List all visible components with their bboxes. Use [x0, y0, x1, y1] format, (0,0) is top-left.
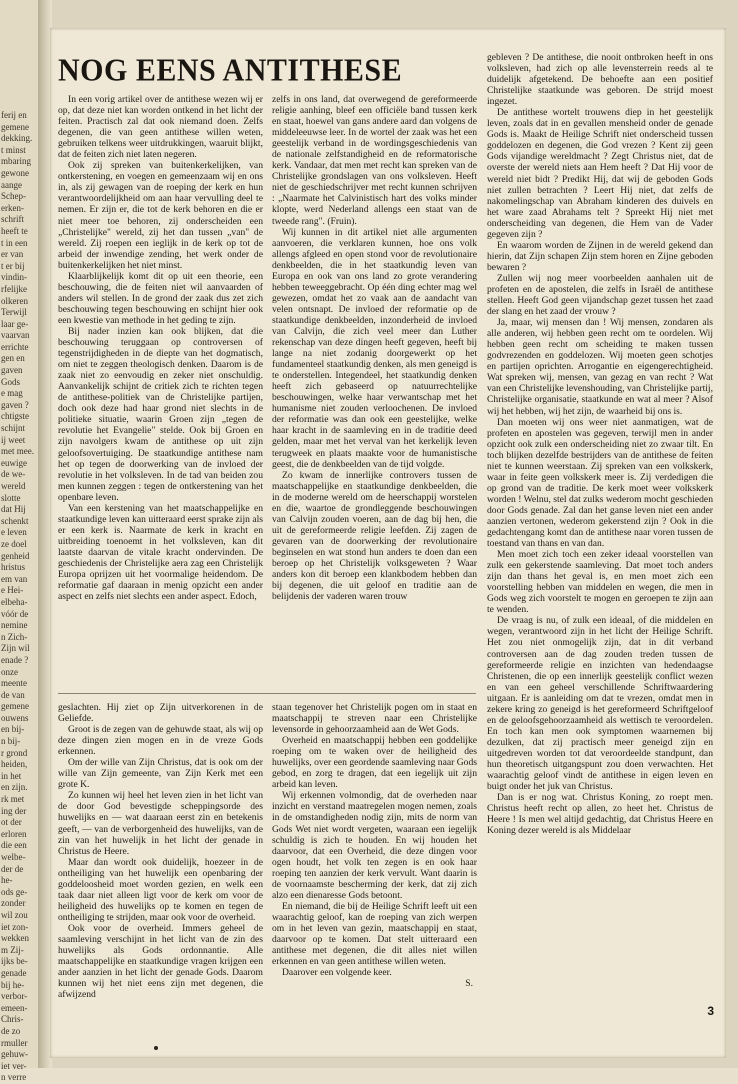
previous-page-line: ferij en [1, 110, 27, 120]
previous-page-line: heiden, [1, 759, 28, 770]
previous-page-line: r grond [1, 747, 28, 758]
previous-page-line: dat Hij [1, 504, 26, 515]
previous-page-line: ze doel [1, 538, 27, 549]
column-divider-rule [58, 693, 476, 694]
previous-page-line: de zo [1, 1025, 21, 1036]
previous-page-line: meente [1, 678, 27, 689]
paragraph: Daarover een volgende keer. [282, 967, 392, 979]
previous-page-line: Zijn wil [1, 643, 30, 654]
previous-page-line: genheid [1, 550, 30, 561]
paragraph: Wij kunnen in dit artikel niet alle argumenten aanvoeren, die verklaren kunnen, hoe ons volk allengs afgleed en open stond voor de revolutionaire denkbeelden, die in het staatkundig leven van Europa en ook van ons land zo grote verandering hebben teweeggebracht. Op één ding echter mag wel gewezen, omdat het zo vaak aan de aandacht van velen ontsnapt. De invloed der reformatie op de staatkundige denkbeelden, inzonderheid de invloed van Calvijn, die zich veel meer dan Luther rekenschap van deze dingen heeft gegeven, heeft bij lange na niet zodanig doorgewerkt op het fundamenteel staatkundig denken, als men geneigd is te onderstellen. Integendeel, het staatkundig denken heeft zich gebaseerd op natuurrechtelijke beschouwingen, welke haar verwantschap met het humanisme niet zouden verloochenen. De invloed der reformatie was dan ook een geestelijke, welke haar kracht in de saamleving en in de traditie deed gelden, maar met het verval van het kerkelijk leven terugweek en plaats maakte voor de humanistische geest, die de denkbeelden van de tijd volgde. [272, 226, 477, 470]
previous-page-line: Chris- [1, 1014, 24, 1025]
column-3 [487, 52, 713, 1012]
paragraph: Klaarblijkelijk komt dit op uit een theorie, een beschouwing, die de feiten niet wil aanvaarden of anders wil stellen. In de grond der zaak dus zet zich beschouwing tegen beschouwing en schijnt hier ook een kwestie van methode in het geding te zijn. [58, 270, 263, 326]
paragraph: zelfs in ons land, dat overwegend de gereformeerde religie aanhing, bleef een officiële band tussen kerk en staat, hoewel van gans andere aard dan volgens de middeleeuwse leer. In de wortel der zaak was het een geestelijk verband in de wordingsgeschiedenis van de nationale zelfstandigheid en de reformatorische kerk. Vandaar, dat men met recht kan spreken van de Christelijke grondslagen van ons volksleven. Heeft niet de geschiedschrijver met recht kunnen schrijven : „Naarmate het Calvinistisch hart des volks minder klopte, werd Nederland allengs een staat van de tweede rang". (Fruin). [272, 94, 477, 227]
previous-page-line: t in een [1, 237, 28, 248]
paragraph: Zo kwam de innerlijke controvers tussen de maatschappelijke en staatkundige denkbeelden, die in de moderne wereld om de heerschappij worstelen en die, waartoe de grondleggende beschouwingen van Calvijn zouden voeren, aan de dag bij hen, die uit de gereformeerde religie leefden. Zij zagen de gevaren van de doorwerking der revolutionaire beginselen en wat stond hun anders te doen dan een beroep op het Christelijk volksgeweten ? Waar anders kon dit beroep een klankbodem hebben dan bij degenen, die uit geloof en traditie aan de belijdenis der vaderen waren trouw [272, 469, 477, 603]
previous-page-line: t minst [1, 144, 26, 155]
paragraph: Maar dan wordt ook duidelijk, hoezeer in de ontheiliging van het huwelijk een openbaring der goddeloosheid moet worden gezien, en welk een taak daar niet alleen ligt voor de kerk om voor de heiligheid des huwelijks op te komen en tegen de ontheiliging te strijden, maar ook voor de overheid. [58, 856, 263, 923]
paragraph: staan tegenover het Christelijk pogen om in staat en maatschappij te streven naar een Christelijke levensorde in gehoorzaamheid aan de Wet Gods. [272, 702, 477, 736]
previous-page-line: de van [1, 689, 25, 700]
previous-page-line: hristus [1, 562, 26, 573]
previous-page-line: euwige [1, 457, 27, 468]
previous-page-line: verbor- [1, 991, 28, 1002]
paragraph: Ja, maar, wij mensen dan ! Wij mensen, zondaren als alle anderen, wij hebben geen recht om te oordelen. Wij hebben geen recht om scheiding te maken tussen godvrezenden en goddelozen. Wij moeten geen schotjes en partijen oprichten. Arrogantie en eigengerechtigheid. Wat spreken wij, mensen, van gezag en van recht ? Wat van een Christelijke levenshouding, van Christelijke partij, Christelijke organisatie, staatkunde en wat al meer ? Alsof wij het hebben, wij het zijn, de waarheid bij ons is. [487, 317, 713, 417]
paragraph: Bij nader inzien kan ook blijken, dat die beschouwing teruggaan op controversen of tegenstrijdigheden in de diepte van het dogmatisch, om niet te zeggen theologisch denken. Daarom is de zaak niet zo eenvoudig en zeker niet onschuldig. Aanvankelijk schijnt de critiek zich te richten tegen de antithese-politiek van de Christelijke partijen, doch ook deze had haar grond niet slechts in de politieke situatie, waarin Groen zijn „tegen de revolutie het Evangelie" stelde. Ook bij Groen en zijn navolgers kwam de antithese op uit zijn geloofsovertuiging. De staatkundige antithese nam het op tegen de doorwerking van de invloed der revolutie in het volksleven. In de tad van beiden zou men kunnen zeggen : tegen de ontkerstening van het openbare leven. [58, 325, 263, 503]
previous-page-line: errichte [1, 341, 29, 352]
paragraph: geslachten. Hij ziet op Zijn uitverkorenen in de Geliefde. [58, 702, 263, 725]
previous-page-line: slotte [1, 492, 21, 503]
previous-page-line: e mag [1, 388, 23, 399]
previous-page-line: wekken [1, 933, 29, 944]
previous-page-line: genade [1, 967, 27, 978]
paragraph: Dan moeten wij ons weer niet aanmatigen, wat de profeten en apostelen was gegeven, terwijl men in ander opzicht ook zulk een onderscheiding niet zo zwaar tilt. En toch blijken dezelfde bestrijders van de antithese de feiten niet te kunnen weerstaan. Zij spreken van een volkskerk, waar in feite geen volkskerk meer is. Zij verdedigen die op grond van de traditie. De kerk moet weer volkskerk worden ! Welnu, stel dat zulks wederom mocht geschieden door Gods genade. Zal dan het ganse leven niet een ander aanzien vertonen, wederom gekerstend zijn ? Ook in die gedachtengang komt dan de antithese naar voren tussen de toestand van thans en van dan. [487, 416, 713, 550]
previous-page-line: vóór de [1, 608, 29, 619]
previous-page-line: n verre [1, 1072, 27, 1083]
previous-page-line: n bij- [1, 736, 21, 747]
paragraph: De vraag is nu, of zulk een ideaal, of die middelen en wegen, verantwoord zijn in het licht der Heilige Schrift. Het zou niet onmogelijk zijn, dat in dit verband controversen aan de dag zouden treden tussen de gereformeerde religie en inzichten van hedendaagse Christenen, die op een innerlijk geestelijk conflict wezen en van een geheel verschillende Schriftwaardering uitgaan. Er is aanleiding om dat te vrezen, omdat men in zekere kring zo geneigd is het gereformeerd Schriftgeloof en de geloofsgehoorzaamheid als wettisch te veroordelen. En toch kan men ook symptomen waarnemen bij dezulken, dat zij practisch meer geneigd zijn en uitgedreven worden tot dat veroordeelde standpunt, dan hun theoretisch uitgangspunt zou doen verwachten. Het waarachtig geloof vindt de antithese in eigen leven en buigt onder het juk van Christus. [487, 615, 713, 793]
previous-page-line: Schep- [1, 191, 26, 202]
previous-page-line: gaven [1, 365, 23, 376]
previous-page-line: rk met [1, 794, 25, 805]
previous-page-line: n Zich- [1, 631, 28, 642]
previous-page-line: in het [1, 770, 22, 781]
center-dot [154, 1046, 158, 1050]
previous-page-edge [0, 0, 40, 1083]
article-title: NOG EENS ANTITHESE [58, 53, 403, 88]
previous-page-line: gehuw- [1, 1049, 28, 1060]
previous-page-line: welbe- [1, 852, 26, 862]
previous-page-line: iet ver- [1, 1060, 27, 1071]
previous-page-line: Terwijl [1, 307, 27, 318]
previous-page-line: laar ge- [1, 318, 29, 329]
previous-page-line: ijks be- [1, 956, 28, 967]
previous-page-line: ods ge- [1, 886, 28, 897]
paragraph: gebleven ? De antithese, die nooit ontbroken heeft in ons volksleven, had zich op alle levensterrein reeds al te duidelijk afgetekend. De behoefte aan een positief Christelijke staatkunde was geboren. De strijd moest ingezet. [487, 52, 713, 108]
paragraph: Van een kerstening van het maatschappelijke en staatkundige leven kan uitteraard eerst sprake zijn als er een kerk is. Naarmate de kerk in kracht en uitbreiding toenoemt in het volksleven, kan dit laatste daarvan de vitale kracht ondervinden. De geschiedenis der Christelijke aera zag een Christelijk Europa oprijzen uit het voormalige heidendom. De reformatie gaf daaraan in menig opzicht een ander aspect en zelfs niet slechts een ander aspect. Edoch, [58, 502, 263, 603]
previous-page-line: elbeha- [1, 596, 28, 607]
previous-page-line: erloren [1, 828, 27, 839]
paragraph: En niemand, die bij de Heilige Schrift leeft uit een waarachtig geloof, kan de roeping van zich werpen om in het leven van gezin, maatschappij en staat, daarvoor op te komen. Dat stelt uitteraard een antithese met degenen, die dit alles niet willen erkennen en van geen antithese willen weten. [272, 900, 477, 968]
column-1-lower [58, 702, 263, 1024]
previous-page-line: met mee. [1, 446, 34, 457]
previous-page-line: heeft te [1, 225, 28, 236]
previous-page-line: wereld [1, 481, 26, 491]
previous-page-line: Gods [1, 376, 21, 387]
previous-page-line: gemene [1, 701, 29, 712]
previous-page-line: onze [1, 666, 18, 677]
previous-page-line: gaven ? [1, 399, 29, 410]
previous-page-line: wil zou [1, 909, 28, 920]
previous-page-line: en bij- [1, 724, 25, 735]
paragraph: Dan is er nog wat. Christus Koning, zo roept men. Christus heeft recht op allen, zo heet het. Christus de Heere ! Is men wel altijd gedachtig, dat Christus Heere en Koning dezer wereld is als Middelaar [487, 792, 713, 837]
previous-page-line: der de [1, 863, 24, 874]
previous-page-line: t er bij [1, 260, 25, 271]
paragraph: Zullen wij nog meer voorbeelden aanhalen uit de profeten en de apostelen, die zelfs in Israël de antithese stellen. Heeft God geen vijandschap gezet tussen het zaad der slang en het zaad der vrouw ? [487, 272, 713, 318]
previous-page-line: schijnt [1, 423, 25, 434]
previous-page-line: gemene [1, 121, 29, 132]
previous-page-line: emeen- [1, 1002, 28, 1013]
previous-page-line: rfelijke [1, 283, 27, 294]
previous-page-line: erken- [1, 202, 24, 213]
previous-page-line: rmuller [1, 1037, 28, 1048]
previous-page-line: e leven [1, 527, 27, 538]
paragraph: Om der wille van Zijn Christus, dat is ook om der wille van Zijn gemeente, van Zijn Kerk met een grote K. [58, 757, 263, 791]
previous-page-text [0, 0, 40, 1084]
author-signature: S. [465, 978, 473, 990]
previous-page-line: ij weet [1, 434, 26, 445]
previous-page-line: en zijn. [1, 782, 28, 793]
paragraph: Wij erkennen volmondig, dat de overheden naar inzicht en verstand maatregelen mogen nemen, zoals in de omstandigheden nodig zijn, mits de norm van Gods Wet niet wordt vergeten, waaraan een iegelijk schuldig is zich te houden. En wij houden het daarvoor, dat een Overheid, die deze dingen voor ogen houdt, het volk ten zegen is en ook haar roeping ten aanzien der kerk vervult. Want daarin is de voornaamste bescherming der kerk, dat zij zich alzo een dienaresse Gods betoont. [272, 790, 477, 901]
paragraph: Overheid en maatschappij hebben een goddelijke roeping om te waken over de heiligheid des huwelijks, over een geordende saamleving naar Gods gebod, en zorg te dragen, dat een iegelijk uit zijn arbeid kan leven. [272, 735, 477, 791]
previous-page-line: gewone [1, 167, 29, 178]
column-1 [58, 94, 263, 682]
previous-page-line: mbaring [1, 156, 31, 167]
previous-page-line: nemine [1, 620, 28, 631]
previous-page-line: m Zij- [1, 944, 24, 955]
previous-page-line: bij he- [1, 979, 25, 990]
paragraph: In een vorig artikel over de antithese wezen wij er op, dat deze niet kan worden ontkend in het licht der feiten. Practisch zal dat ook niemand doen. Zelfs degenen, die van geen antithese willen weten, gebruiken telkens weer uitdrukkingen, waaruit blijkt, dat de feiten zich niet laten negeren. [58, 94, 263, 161]
previous-page-line: vindin- [1, 272, 27, 283]
previous-page-line: he- [1, 875, 13, 886]
previous-page-line: de we- [1, 469, 26, 480]
previous-page-line: vaarvan [1, 330, 30, 341]
previous-page-line: dekking. [1, 133, 33, 144]
previous-page-line: ot der [1, 817, 22, 828]
previous-page-line: ing der [1, 805, 27, 816]
paragraph: En waarom worden de Zijnen in de wereld gekend dan hierin, dat Zijn schapen Zijn stem horen en Zijne geboden bewaren ? [487, 239, 713, 273]
previous-page-line: aange [1, 179, 22, 190]
magazine-page [50, 28, 726, 1058]
column-2-lower [272, 702, 477, 1024]
paragraph: De antithese wortelt trouwens diep in het geestelijk leven, zoals dat in en gevallen mensheid onder de genade Gods is. Maakt de Heilige Schrift niet onderscheid tussen goddelozen en degenen, die God vrezen ? Kent zij geen Gods vijandige wereldmacht ? Zegt Christus niet, dat de overste der wereld niets aan Hem heeft ? Dat Hij voor de wereld niet bidt ? Predikt Hij, dat wij de geboden Gods niet zullen betrachten ? Leert Hij niet, dat zelfs de nakomelingschap van Abraham kinderen des duivels en het ware zaad Abrahams telt ? Spreekt Hij niet met onderscheiding van degenen, die Hem van de Vader gegeven zijn ? [487, 107, 713, 240]
previous-page-line: e Hei- [1, 585, 24, 596]
page-number: 3 [707, 1004, 714, 1018]
paragraph: Zo kunnen wij heel het leven zien in het licht van de door God bevestigde scheppingsorde des huwelijks en — wat daaraan eerst zin en betekenis geeft, — van de verborgenheid des huwelijks, van de zin van het huwelijk in het licht der genade in Christus de Heere. [58, 790, 263, 857]
previous-page-line: chtigste [1, 411, 29, 422]
paragraph: Groot is de zegen van de gehuwde staat, als wij op deze dingen zien mogen en in de vreze Gods erkennen. [58, 724, 263, 758]
paragraph: Ook zij spreken van buitenkerkelijken, van ontkerstening, en voegen en gemeenzaam wij en ons in, als zij gewagen van de roeping der kerk en hun verantwoordelijkheid om aan haar vervulling deel te nemen. Er zijn er, die tot de kerk behoren en die er niet meer toe behoren, zij onderscheiden een „Christelijke" wereld, zij het dan tussen „van" de wereld. Zij roepen een ieglijk in de kerk op tot de arbeid der inwendige zending, het werk onder de buitenkerkelijken het niet minst. [58, 160, 263, 271]
previous-page-line: em van [1, 573, 28, 584]
previous-page-line: schenkt [1, 515, 29, 526]
paragraph: Ook voor de overheid. Immers geheel de saamleving verschijnt in het licht van de zin des huwelijks als Gods ordonnantie. Alle maatschappelijke en staatkundige vragen krijgen een ander aanzien in het licht der genade Gods. Daarom kunnen wij het niet eens zijn met degenen, die afwijzend [58, 922, 263, 1001]
previous-page-line: iet zon- [1, 921, 29, 932]
previous-page-line: zonder [1, 898, 26, 909]
previous-page-line: er van [1, 249, 24, 260]
column-2 [272, 94, 477, 682]
previous-page-line: enade ? [1, 654, 29, 665]
previous-page-line: gen en [1, 353, 25, 364]
previous-page-line: ouwens [1, 712, 29, 723]
previous-page-line: die een [1, 840, 27, 851]
previous-page-line: schrift [1, 214, 24, 225]
paragraph: Men moet zich toch een zeker ideaal voorstellen van zulk een gekerstende saamleving. Dat moet toch anders zijn dan thans het geval is, en men moet zich een voorstelling hebben van middelen en wegen, die men in Gods weg zich voorstelt te mogen en geroepen te zijn aan te wenden. [487, 549, 713, 616]
previous-page-line: olkeren [1, 295, 28, 306]
